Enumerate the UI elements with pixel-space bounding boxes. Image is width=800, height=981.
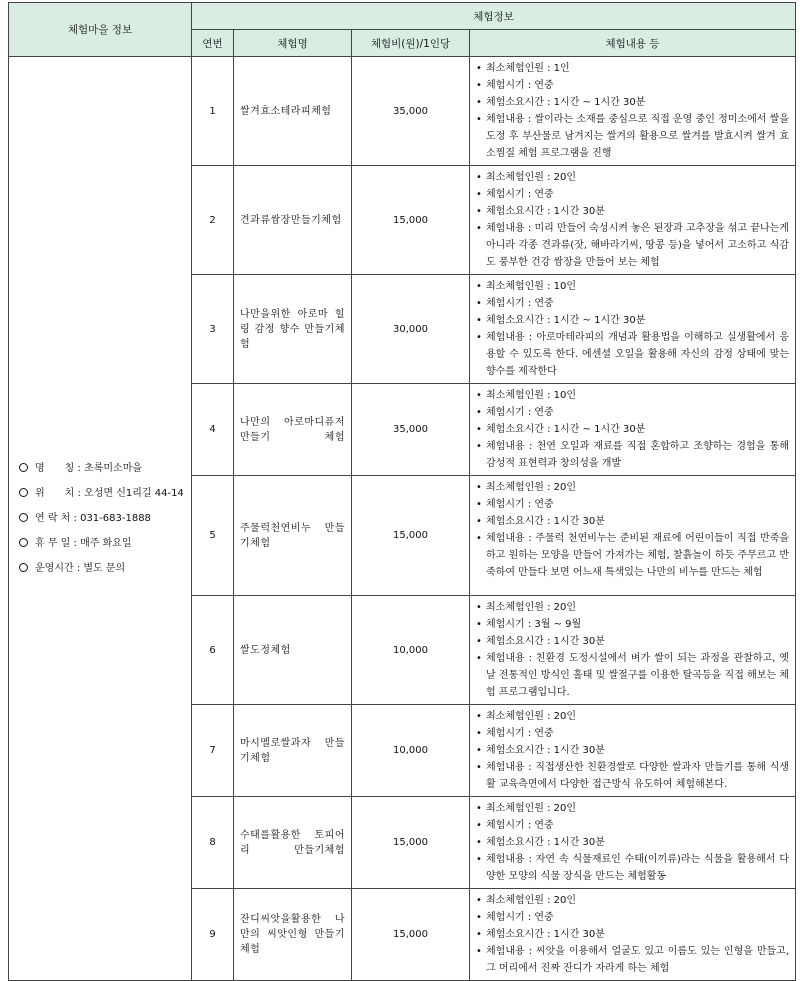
program-no: 1: [192, 57, 234, 166]
program-price: 35,000: [352, 57, 470, 166]
desc-min-people: • 최소체험인원 : 1인: [476, 60, 789, 77]
circle-bullet-icon: [19, 488, 28, 497]
desc-season: • 체험시기 : 연중: [476, 77, 789, 94]
village-label-location: 위 치: [35, 488, 75, 499]
desc-content: • 체험내용 : 주물럭 천연비누는 준비된 재료에 어린이들이 직접 반죽을 하고 원하는 모양을 만들어 가져가는 체험, 찰흙놀이 하듯 주무르고 반죽하여 만들다 보면 어느새 특색있는 나만의 비누를 만드는 체험: [476, 530, 789, 581]
desc-season: • 체험시기 : 연중: [476, 725, 789, 742]
desc-content: • 체험내용 : 씨앗을 이용해서 얼굴도 있고 이름도 있는 인형을 만들고, 그 머리에서 진짜 잔디가 자라게 하는 체험: [476, 943, 789, 977]
desc-duration: • 체험소요시간 : 1시간 ~ 1시간 30분: [476, 94, 789, 111]
program-price: 15,000: [352, 476, 470, 596]
program-price: 15,000: [352, 797, 470, 889]
village-info-item: 명 칭 : 초록미소마을: [19, 456, 191, 481]
desc-season: • 체험시기 : 연중: [476, 404, 789, 421]
program-no: 6: [192, 596, 234, 705]
village-value-location: 오성면 신1리길 44-14: [84, 488, 184, 499]
header-village-info: 체험마을 정보: [9, 3, 192, 57]
program-no: 8: [192, 797, 234, 889]
desc-duration: • 체험소요시간 : 1시간 30분: [476, 633, 789, 650]
circle-bullet-icon: [19, 563, 28, 572]
village-info-item: 위 치 : 오성면 신1리길 44-14: [19, 481, 191, 506]
desc-content: • 체험내용 : 천연 오일과 재료를 직접 혼합하고 조향하는 경험을 통해 감성적 표현력과 창의성을 개발: [476, 438, 789, 472]
desc-min-people: • 최소체험인원 : 20인: [476, 892, 789, 909]
table-row: [9, 57, 796, 166]
desc-content: • 체험내용 : 미리 만들어 숙성시켜 놓은 된장과 고추장을 섞고 끝나는게 아니라 각종 견과류(잣, 해바라기씨, 땅콩 등)을 넣어서 고소하고 식감도 풍부한 건강 쌈장을 만들어 보는 체험: [476, 220, 789, 271]
program-no: 9: [192, 889, 234, 981]
desc-season: • 체험시기 : 연중: [476, 817, 789, 834]
program-name: 나만을위한 아로마 힐링 감정 향수 만들기체험: [234, 275, 352, 384]
program-name: 견과류쌈장만들기체험: [234, 166, 352, 275]
program-price: 35,000: [352, 384, 470, 476]
desc-content: • 체험내용 : 자연 속 식물재료인 수태(이끼류)라는 식물을 활용해서 다양한 모양의 식물 장식을 만드는 체험활동: [476, 851, 789, 885]
header-col-no: 연번: [192, 30, 234, 57]
desc-min-people: • 최소체험인원 : 20인: [476, 169, 789, 186]
program-no: 4: [192, 384, 234, 476]
program-desc: [470, 275, 796, 384]
desc-season: • 체험시기 : 연중: [476, 496, 789, 513]
village-label-closed: 휴 무 일: [35, 538, 71, 549]
program-name: 나만의 아로마디퓨저 만들기 체험: [234, 384, 352, 476]
desc-duration: • 체험소요시간 : 1시간 30분: [476, 203, 789, 220]
experience-table: [8, 2, 796, 981]
desc-duration: • 체험소요시간 : 1시간 ~ 1시간 30분: [476, 421, 789, 438]
desc-min-people: • 최소체험인원 : 20인: [476, 599, 789, 616]
desc-min-people: • 최소체험인원 : 20인: [476, 800, 789, 817]
circle-bullet-icon: [19, 538, 28, 547]
desc-min-people: • 최소체험인원 : 20인: [476, 708, 789, 725]
program-no: 2: [192, 166, 234, 275]
program-price: 10,000: [352, 596, 470, 705]
desc-season: • 체험시기 : 연중: [476, 909, 789, 926]
village-value-name: 초록미소마을: [84, 463, 143, 474]
program-name: 쌀도정체험: [234, 596, 352, 705]
program-no: 5: [192, 476, 234, 596]
village-value-hours: 별도 문의: [83, 563, 126, 574]
program-no: 3: [192, 275, 234, 384]
header-col-price: 체험비(원)/1인당: [352, 30, 470, 57]
circle-bullet-icon: [19, 513, 28, 522]
village-label-hours: 운영시간: [35, 563, 74, 574]
program-price: 10,000: [352, 705, 470, 797]
program-desc: [470, 705, 796, 797]
village-info-item: 연 락 처 : 031-683-1888: [19, 506, 191, 531]
desc-min-people: • 최소체험인원 : 10인: [476, 278, 789, 295]
desc-season: • 체험시기 : 연중: [476, 295, 789, 312]
village-info-item: 운영시간 : 별도 문의: [19, 556, 191, 581]
desc-season: • 체험시기 : 연중: [476, 186, 789, 203]
village-label-contact: 연 락 처: [35, 513, 71, 524]
village-info-list: [19, 456, 191, 581]
village-info-item: 휴 무 일 : 매주 화요일: [19, 531, 191, 556]
program-desc: [470, 166, 796, 275]
desc-min-people: • 최소체험인원 : 10인: [476, 387, 789, 404]
desc-duration: • 체험소요시간 : 1시간 30분: [476, 926, 789, 943]
program-price: 15,000: [352, 166, 470, 275]
program-name: 쌀겨효소테라피체험: [234, 57, 352, 166]
header-col-desc: 체험내용 등: [470, 30, 796, 57]
circle-bullet-icon: [19, 463, 28, 472]
program-name: 잔디씨앗을활용한 나만의 씨앗인형 만들기체험: [234, 889, 352, 981]
desc-duration: • 체험소요시간 : 1시간 30분: [476, 513, 789, 530]
program-desc: [470, 889, 796, 981]
program-price: 30,000: [352, 275, 470, 384]
desc-season: • 체험시기 : 3월 ~ 9월: [476, 616, 789, 633]
program-desc: [470, 476, 796, 596]
program-desc: [470, 596, 796, 705]
village-label-name: 명 칭: [35, 463, 75, 474]
program-price: 15,000: [352, 889, 470, 981]
desc-content: • 체험내용 : 아로마테라피의 개념과 활용법을 이해하고 실생활에서 응용할 수 있도록 한다. 에센셜 오일을 활용해 자신의 감정 상태에 맞는 향수를 제작한다: [476, 329, 789, 380]
program-name: 주물럭천연비누 만들기체험: [234, 476, 352, 596]
desc-content: • 체험내용 : 직접생산한 친환경쌀로 다양한 쌀과자 만들기를 통해 식생활 교육측면에서 다양한 접근방식 유도하여 체험해본다.: [476, 759, 789, 793]
program-name: 마시멜로쌀과자 만들기체험: [234, 705, 352, 797]
desc-duration: • 체험소요시간 : 1시간 ~ 1시간 30분: [476, 312, 789, 329]
village-info-cell: [9, 57, 192, 981]
village-value-closed: 매주 화요일: [80, 538, 132, 549]
header-program-info: 체험정보: [192, 3, 796, 30]
desc-content: • 체험내용 : 친환경 도정시설에서 벼가 쌀이 되는 과정을 관찰하고, 옛날 전통적인 방식인 홀태 및 쌀절구를 이용한 탈곡등을 직접 해보는 체험 프로그램입니다.: [476, 650, 789, 701]
desc-min-people: • 최소체험인원 : 20인: [476, 479, 789, 496]
header-col-name: 체험명: [234, 30, 352, 57]
program-desc: [470, 797, 796, 889]
program-no: 7: [192, 705, 234, 797]
desc-content: • 체험내용 : 쌀이라는 소재를 중심으로 직접 운영 중인 정미소에서 쌀을 도정 후 부산물로 남겨지는 쌀겨의 활용으로 쌀겨를 발효시켜 쌀겨 효소찜질 체험 프로그램을 진행: [476, 111, 789, 162]
program-name: 수태를활용한 토피어리 만들기체험: [234, 797, 352, 889]
desc-duration: • 체험소요시간 : 1시간 30분: [476, 742, 789, 759]
program-desc: [470, 57, 796, 166]
program-desc: [470, 384, 796, 476]
desc-duration: • 체험소요시간 : 1시간 30분: [476, 834, 789, 851]
village-value-contact: 031-683-1888: [80, 513, 151, 524]
